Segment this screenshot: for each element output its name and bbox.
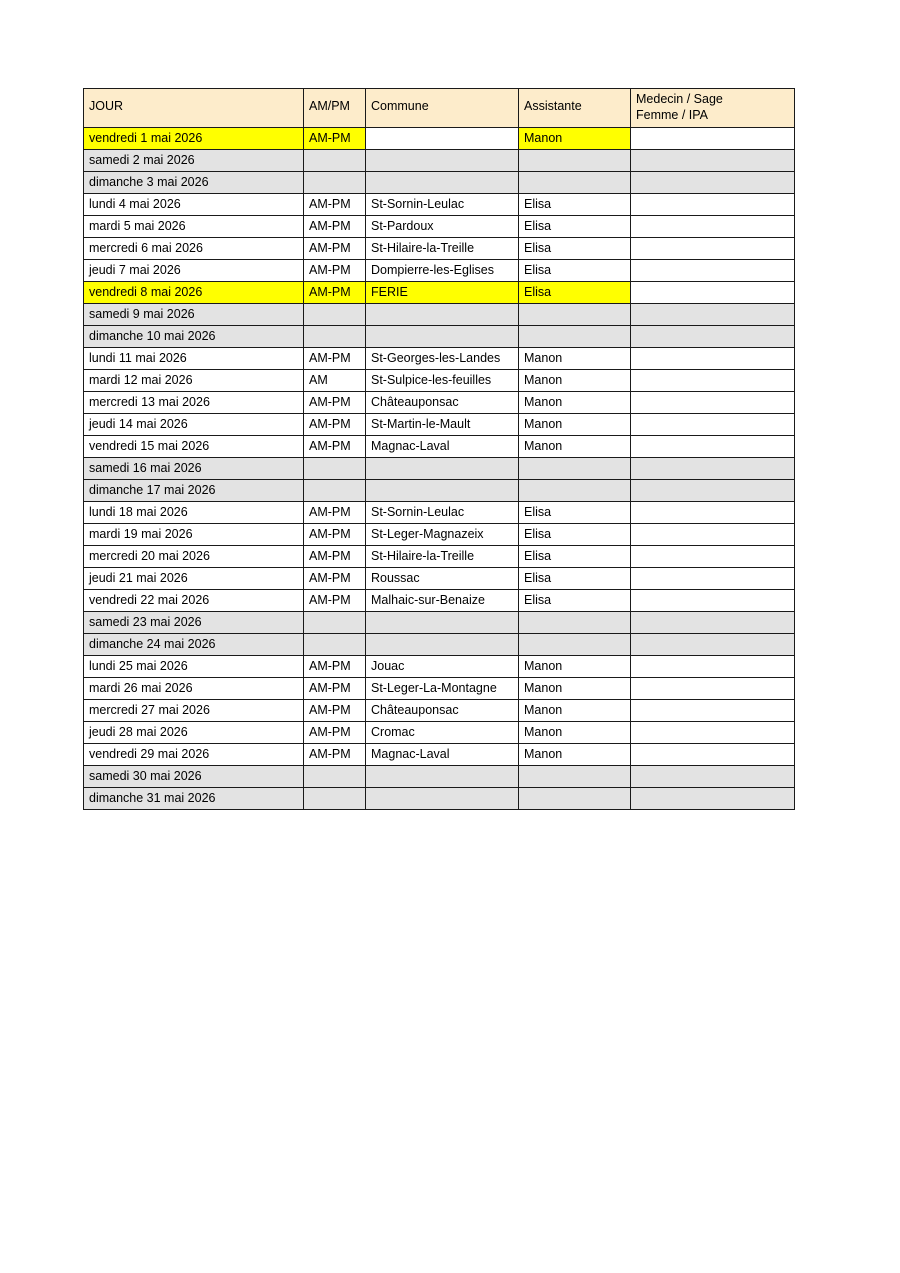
cell-medecin — [631, 589, 795, 611]
table-row — [84, 787, 795, 809]
cell-commune: St-Sornin-Leulac — [366, 501, 519, 523]
cell-assistante: Manon — [519, 721, 631, 743]
table-row — [84, 545, 795, 567]
cell-jour: jeudi 28 mai 2026 — [84, 721, 304, 743]
cell-commune: St-Martin-le-Mault — [366, 413, 519, 435]
cell-assistante — [519, 787, 631, 809]
cell-jour: jeudi 21 mai 2026 — [84, 567, 304, 589]
cell-assistante: Manon — [519, 347, 631, 369]
cell-ampm — [304, 479, 366, 501]
cell-commune: Châteauponsac — [366, 699, 519, 721]
cell-ampm: AM-PM — [304, 193, 366, 215]
cell-medecin — [631, 479, 795, 501]
cell-jour: vendredi 1 mai 2026 — [84, 127, 304, 149]
table-row — [84, 215, 795, 237]
cell-medecin — [631, 633, 795, 655]
table-row — [84, 149, 795, 171]
cell-ampm — [304, 171, 366, 193]
column-header-medecin — [631, 89, 795, 128]
cell-ampm: AM-PM — [304, 655, 366, 677]
cell-jour: jeudi 7 mai 2026 — [84, 259, 304, 281]
cell-medecin — [631, 281, 795, 303]
cell-medecin — [631, 655, 795, 677]
cell-commune — [366, 633, 519, 655]
cell-medecin — [631, 765, 795, 787]
cell-ampm — [304, 303, 366, 325]
cell-ampm: AM-PM — [304, 259, 366, 281]
column-header-commune: Commune — [366, 89, 519, 128]
cell-jour: samedi 2 mai 2026 — [84, 149, 304, 171]
cell-ampm: AM-PM — [304, 699, 366, 721]
cell-medecin — [631, 303, 795, 325]
cell-ampm: AM-PM — [304, 347, 366, 369]
cell-assistante: Elisa — [519, 523, 631, 545]
cell-jour: dimanche 17 mai 2026 — [84, 479, 304, 501]
cell-commune — [366, 127, 519, 149]
cell-commune: St-Georges-les-Landes — [366, 347, 519, 369]
cell-ampm — [304, 325, 366, 347]
table-row — [84, 259, 795, 281]
cell-jour: vendredi 29 mai 2026 — [84, 743, 304, 765]
table-row — [84, 281, 795, 303]
cell-assistante: Manon — [519, 699, 631, 721]
cell-assistante: Elisa — [519, 281, 631, 303]
cell-commune — [366, 611, 519, 633]
cell-medecin — [631, 259, 795, 281]
cell-assistante: Elisa — [519, 501, 631, 523]
cell-medecin — [631, 369, 795, 391]
cell-jour: mardi 12 mai 2026 — [84, 369, 304, 391]
cell-jour: lundi 11 mai 2026 — [84, 347, 304, 369]
cell-ampm: AM-PM — [304, 215, 366, 237]
cell-ampm: AM-PM — [304, 281, 366, 303]
table-row — [84, 743, 795, 765]
cell-ampm: AM-PM — [304, 391, 366, 413]
cell-commune: St-Hilaire-la-Treille — [366, 545, 519, 567]
column-header-jour: JOUR — [84, 89, 304, 128]
cell-assistante — [519, 633, 631, 655]
cell-jour: lundi 25 mai 2026 — [84, 655, 304, 677]
cell-assistante: Manon — [519, 391, 631, 413]
cell-jour: vendredi 15 mai 2026 — [84, 435, 304, 457]
table-row — [84, 347, 795, 369]
cell-assistante: Elisa — [519, 237, 631, 259]
cell-assistante — [519, 303, 631, 325]
cell-commune: St-Pardoux — [366, 215, 519, 237]
cell-ampm: AM-PM — [304, 567, 366, 589]
cell-commune: Malhaic-sur-Benaize — [366, 589, 519, 611]
table-row — [84, 765, 795, 787]
cell-medecin — [631, 193, 795, 215]
cell-commune: Dompierre-les-Eglises — [366, 259, 519, 281]
cell-medecin — [631, 545, 795, 567]
cell-assistante: Manon — [519, 435, 631, 457]
cell-medecin — [631, 677, 795, 699]
table-row — [84, 677, 795, 699]
cell-medecin — [631, 721, 795, 743]
cell-assistante — [519, 325, 631, 347]
cell-ampm: AM-PM — [304, 677, 366, 699]
table-row — [84, 655, 795, 677]
cell-medecin — [631, 325, 795, 347]
header-row — [84, 89, 795, 128]
table-body — [84, 127, 795, 809]
cell-ampm: AM-PM — [304, 523, 366, 545]
cell-commune: Roussac — [366, 567, 519, 589]
cell-assistante: Manon — [519, 413, 631, 435]
table-row — [84, 325, 795, 347]
cell-ampm — [304, 787, 366, 809]
cell-jour: mercredi 6 mai 2026 — [84, 237, 304, 259]
cell-commune: St-Sornin-Leulac — [366, 193, 519, 215]
cell-assistante: Elisa — [519, 193, 631, 215]
cell-commune: Châteauponsac — [366, 391, 519, 413]
cell-ampm — [304, 633, 366, 655]
cell-commune: Jouac — [366, 655, 519, 677]
column-header-medecin-line1: Medecin / Sage — [636, 92, 723, 106]
cell-assistante: Elisa — [519, 215, 631, 237]
cell-ampm: AM-PM — [304, 435, 366, 457]
cell-commune: Magnac-Laval — [366, 743, 519, 765]
cell-ampm — [304, 611, 366, 633]
cell-jour: mercredi 27 mai 2026 — [84, 699, 304, 721]
cell-jour: lundi 18 mai 2026 — [84, 501, 304, 523]
cell-assistante: Elisa — [519, 545, 631, 567]
cell-commune: St-Leger-Magnazeix — [366, 523, 519, 545]
cell-medecin — [631, 413, 795, 435]
table-row — [84, 457, 795, 479]
cell-assistante: Elisa — [519, 259, 631, 281]
cell-jour: mercredi 20 mai 2026 — [84, 545, 304, 567]
cell-jour: mardi 19 mai 2026 — [84, 523, 304, 545]
table-row — [84, 127, 795, 149]
cell-assistante: Manon — [519, 655, 631, 677]
cell-medecin — [631, 743, 795, 765]
cell-medecin — [631, 391, 795, 413]
schedule-sheet — [83, 88, 794, 810]
cell-medecin — [631, 127, 795, 149]
table-row — [84, 413, 795, 435]
cell-commune: St-Hilaire-la-Treille — [366, 237, 519, 259]
cell-ampm: AM-PM — [304, 127, 366, 149]
table-row — [84, 303, 795, 325]
cell-jour: dimanche 10 mai 2026 — [84, 325, 304, 347]
table-header — [84, 89, 795, 128]
table-row — [84, 633, 795, 655]
cell-ampm: AM — [304, 369, 366, 391]
cell-commune — [366, 325, 519, 347]
table-row — [84, 501, 795, 523]
table-row — [84, 435, 795, 457]
table-row — [84, 237, 795, 259]
column-header-medecin-line2: Femme / IPA — [636, 108, 709, 123]
table-row — [84, 479, 795, 501]
cell-jour: dimanche 24 mai 2026 — [84, 633, 304, 655]
cell-medecin — [631, 611, 795, 633]
cell-assistante: Manon — [519, 369, 631, 391]
cell-assistante: Manon — [519, 127, 631, 149]
cell-jour: dimanche 31 mai 2026 — [84, 787, 304, 809]
cell-ampm — [304, 765, 366, 787]
cell-ampm: AM-PM — [304, 743, 366, 765]
cell-assistante: Manon — [519, 677, 631, 699]
cell-commune: Magnac-Laval — [366, 435, 519, 457]
cell-jour: mardi 26 mai 2026 — [84, 677, 304, 699]
cell-jour: jeudi 14 mai 2026 — [84, 413, 304, 435]
cell-commune — [366, 765, 519, 787]
cell-ampm — [304, 457, 366, 479]
table-row — [84, 523, 795, 545]
cell-medecin — [631, 523, 795, 545]
cell-ampm: AM-PM — [304, 413, 366, 435]
table-row — [84, 611, 795, 633]
table-row — [84, 171, 795, 193]
table-row — [84, 589, 795, 611]
cell-commune: St-Leger-La-Montagne — [366, 677, 519, 699]
cell-jour: samedi 9 mai 2026 — [84, 303, 304, 325]
cell-commune: FERIE — [366, 281, 519, 303]
cell-jour: vendredi 8 mai 2026 — [84, 281, 304, 303]
cell-assistante: Elisa — [519, 589, 631, 611]
cell-assistante — [519, 171, 631, 193]
cell-medecin — [631, 457, 795, 479]
cell-commune — [366, 171, 519, 193]
cell-commune — [366, 303, 519, 325]
table-row — [84, 391, 795, 413]
table-row — [84, 699, 795, 721]
cell-commune — [366, 787, 519, 809]
cell-medecin — [631, 699, 795, 721]
cell-medecin — [631, 567, 795, 589]
cell-medecin — [631, 787, 795, 809]
column-header-assistante: Assistante — [519, 89, 631, 128]
cell-commune — [366, 457, 519, 479]
cell-jour: mardi 5 mai 2026 — [84, 215, 304, 237]
table-row — [84, 369, 795, 391]
cell-jour: lundi 4 mai 2026 — [84, 193, 304, 215]
cell-ampm: AM-PM — [304, 721, 366, 743]
cell-jour: samedi 16 mai 2026 — [84, 457, 304, 479]
cell-medecin — [631, 435, 795, 457]
cell-ampm: AM-PM — [304, 237, 366, 259]
cell-medecin — [631, 171, 795, 193]
cell-assistante — [519, 611, 631, 633]
cell-assistante — [519, 149, 631, 171]
cell-medecin — [631, 501, 795, 523]
cell-ampm — [304, 149, 366, 171]
cell-jour: samedi 23 mai 2026 — [84, 611, 304, 633]
cell-assistante — [519, 457, 631, 479]
cell-commune: Cromac — [366, 721, 519, 743]
cell-medecin — [631, 237, 795, 259]
schedule-table — [83, 88, 795, 810]
cell-jour: vendredi 22 mai 2026 — [84, 589, 304, 611]
cell-medecin — [631, 149, 795, 171]
cell-commune — [366, 149, 519, 171]
table-row — [84, 193, 795, 215]
cell-assistante — [519, 479, 631, 501]
cell-ampm: AM-PM — [304, 501, 366, 523]
table-row — [84, 567, 795, 589]
cell-jour: mercredi 13 mai 2026 — [84, 391, 304, 413]
cell-ampm: AM-PM — [304, 589, 366, 611]
cell-commune: St-Sulpice-les-feuilles — [366, 369, 519, 391]
cell-medecin — [631, 347, 795, 369]
table-row — [84, 721, 795, 743]
cell-medecin — [631, 215, 795, 237]
cell-jour: dimanche 3 mai 2026 — [84, 171, 304, 193]
cell-assistante: Manon — [519, 743, 631, 765]
column-header-ampm: AM/PM — [304, 89, 366, 128]
cell-commune — [366, 479, 519, 501]
cell-ampm: AM-PM — [304, 545, 366, 567]
cell-jour: samedi 30 mai 2026 — [84, 765, 304, 787]
cell-assistante — [519, 765, 631, 787]
cell-assistante: Elisa — [519, 567, 631, 589]
